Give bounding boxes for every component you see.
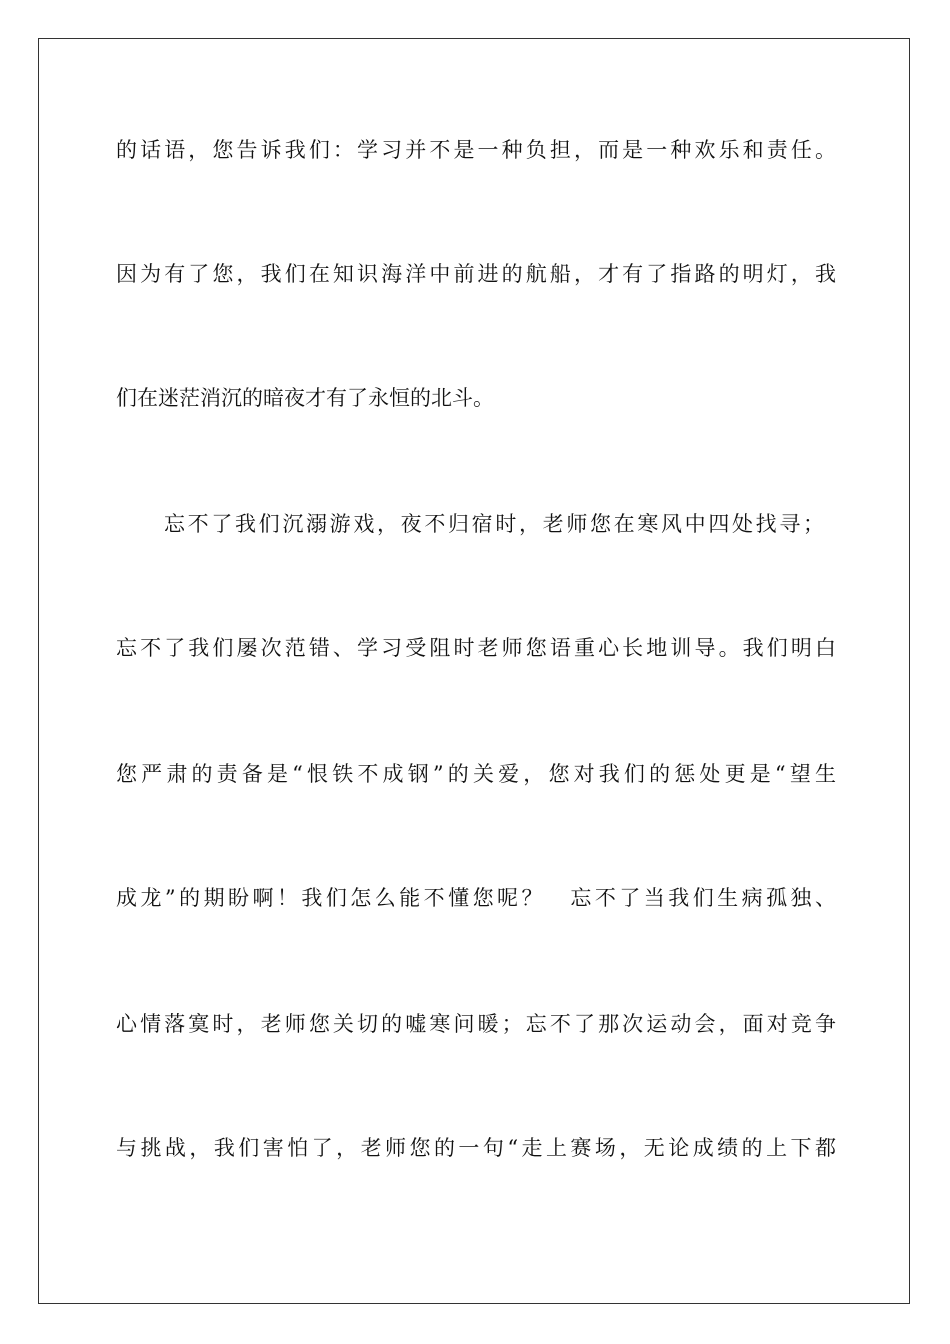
text-line-3: 们在迷茫消沉的暗夜才有了永恒的北斗。 [116,386,494,410]
text-line-4: 忘不了我们沉溺游戏，夜不归宿时，老师您在寒风中四处找寻； [164,512,824,536]
text-line-2: 因为有了您，我们在知识海洋中前进的航船，才有了指路的明灯，我 [116,262,836,286]
text-line-5: 忘不了我们屡次范错、学习受阻时老师您语重心长地训导。我们明白 [116,636,836,660]
text-line-8: 心情落寞时，老师您关切的嘘寒问暖；忘不了那次运动会，面对竞争 [116,1012,836,1036]
text-line-7: 成龙”的期盼啊！我们怎么能不懂您呢？ 忘不了当我们生病孤独、 [116,886,836,910]
text-line-9: 与挑战，我们害怕了，老师您的一句“走上赛场，无论成绩的上下都 [116,1136,836,1160]
text-line-1: 的话语，您告诉我们：学习并不是一种负担，而是一种欢乐和责任。 [116,138,836,162]
page-border [38,38,910,1304]
text-line-6: 您严肃的责备是“恨铁不成钢”的关爱，您对我们的惩处更是“望生 [116,762,836,786]
